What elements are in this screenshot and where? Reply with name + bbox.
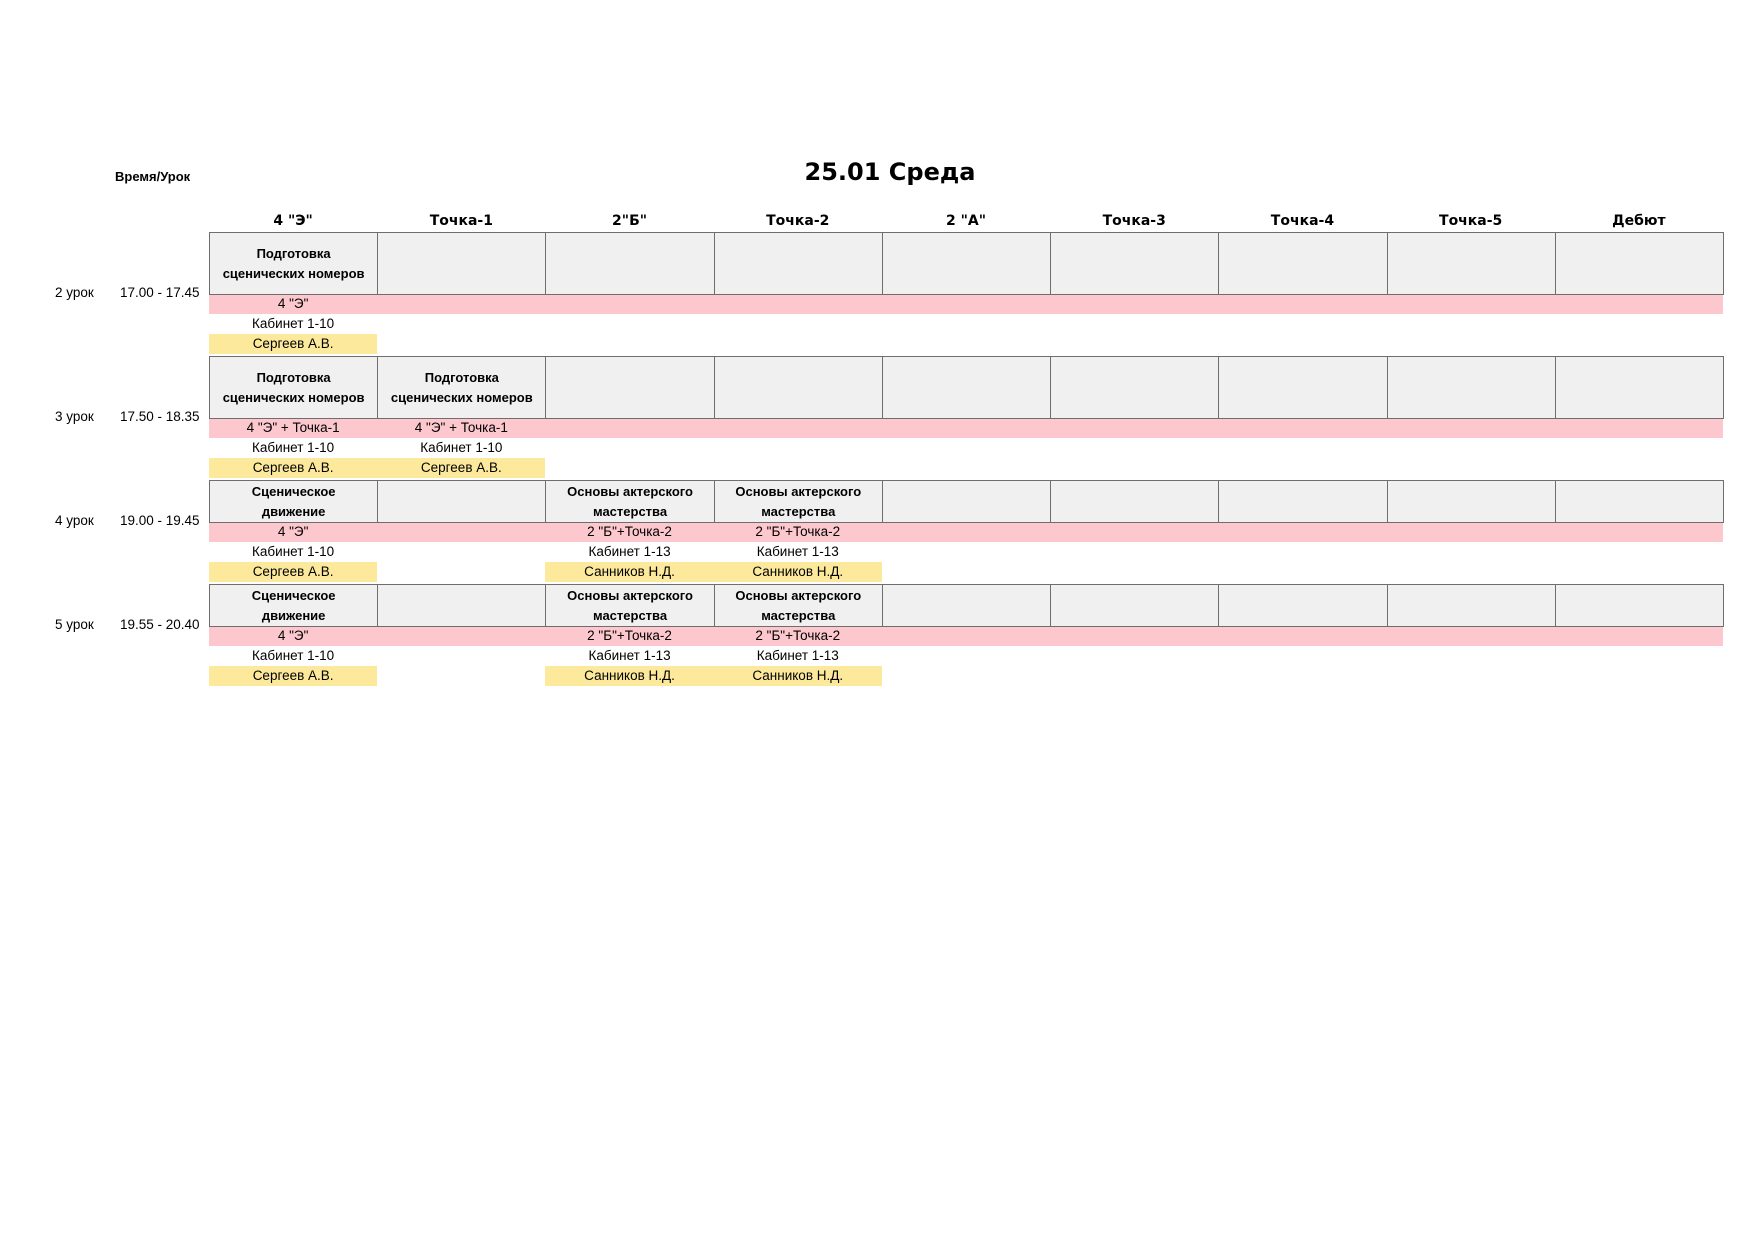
subject-cell[interactable] — [882, 480, 1051, 523]
teacher-name: Сергеев А.В. — [209, 334, 377, 354]
subject-cell[interactable] — [714, 584, 883, 627]
group-name: 4 "Э" — [277, 628, 309, 643]
teacher-name: Санников Н.Д. — [545, 562, 713, 582]
subject-cell[interactable] — [714, 480, 883, 523]
column-header: 4 "Э" — [273, 213, 313, 229]
subject-cell[interactable] — [714, 232, 883, 295]
subject-cell[interactable] — [1050, 356, 1219, 419]
subject-cell[interactable] — [1555, 480, 1724, 523]
subject-name: Сценическое движение — [251, 483, 336, 519]
room-name: Кабинет 1-13 — [756, 648, 839, 663]
subject-cell[interactable] — [377, 356, 546, 419]
subject-cell[interactable] — [1555, 584, 1724, 627]
subject-name: Основы актерского мастерства — [567, 483, 693, 519]
teacher-name: Санников Н.Д. — [545, 666, 713, 686]
subject-cell[interactable] — [1555, 356, 1724, 419]
subject-cell[interactable] — [545, 480, 714, 523]
teacher-name: Санников Н.Д. — [714, 666, 882, 686]
subject-cell[interactable] — [209, 480, 378, 523]
room-name: Кабинет 1-13 — [588, 648, 671, 663]
subject-name: Подготовка сценических номеров — [390, 369, 533, 405]
subject-cell[interactable] — [1218, 480, 1387, 523]
teacher-name: Сергеев А.В. — [209, 666, 377, 686]
subject-name: Подготовка сценических номеров — [222, 369, 365, 405]
column-header: 2 "А" — [945, 213, 986, 229]
group-band — [209, 522, 1723, 542]
room-name: Кабинет 1-10 — [252, 544, 335, 559]
subject-cell[interactable] — [1218, 356, 1387, 419]
subject-cell[interactable] — [545, 584, 714, 627]
subject-cell[interactable] — [545, 232, 714, 295]
subject-cell[interactable] — [1218, 584, 1387, 627]
room-name: Кабинет 1-10 — [420, 440, 503, 455]
subject-cell[interactable] — [882, 356, 1051, 419]
column-header: Точка-1 — [429, 213, 493, 229]
room-name: Кабинет 1-10 — [252, 440, 335, 455]
lesson-label: 4 урок — [55, 513, 94, 528]
lesson-label: 3 урок — [55, 409, 94, 424]
column-header: Точка-5 — [1439, 213, 1503, 229]
subject-cell[interactable] — [1387, 480, 1556, 523]
time-lesson-header: Время/Урок — [115, 169, 191, 184]
subject-cell[interactable] — [1555, 232, 1724, 295]
group-name: 2 "Б"+Точка-2 — [587, 628, 672, 643]
room-name: Кабинет 1-13 — [756, 544, 839, 559]
lesson-label: 5 урок — [55, 617, 94, 632]
subject-name: Основы актерского мастерства — [567, 587, 693, 623]
subject-cell[interactable] — [714, 356, 883, 419]
subject-cell[interactable] — [1050, 584, 1219, 627]
subject-name: Сценическое движение — [251, 587, 336, 623]
teacher-name: Санников Н.Д. — [714, 562, 882, 582]
subject-cell[interactable] — [209, 356, 378, 419]
group-name: 2 "Б"+Точка-2 — [587, 524, 672, 539]
column-header: Точка-3 — [1102, 213, 1166, 229]
subject-name: Основы актерского мастерства — [735, 483, 862, 519]
page-title: 25.01 Среда — [804, 158, 976, 186]
column-header: Дебют — [1612, 213, 1666, 229]
room-name: Кабинет 1-10 — [252, 648, 335, 663]
group-name: 2 "Б"+Точка-2 — [755, 628, 841, 643]
column-header: Точка-4 — [1270, 213, 1335, 229]
lesson-time: 17.50 - 18.35 — [120, 409, 200, 424]
subject-cell[interactable] — [377, 232, 546, 295]
group-name: 4 "Э" + Точка-1 — [414, 420, 508, 435]
subject-cell[interactable] — [1050, 232, 1219, 295]
group-name: 2 "Б"+Точка-2 — [755, 524, 841, 539]
group-band — [209, 626, 1723, 646]
subject-cell[interactable] — [209, 232, 378, 295]
subject-cell[interactable] — [1218, 232, 1387, 295]
group-name: 4 "Э" — [277, 524, 309, 539]
teacher-name: Сергеев А.В. — [209, 562, 377, 582]
subject-cell[interactable] — [1387, 584, 1556, 627]
group-name: 4 "Э" — [277, 296, 309, 311]
room-name: Кабинет 1-13 — [588, 544, 671, 559]
teacher-name: Сергеев А.В. — [209, 458, 377, 478]
subject-cell[interactable] — [1387, 356, 1556, 419]
subject-cell[interactable] — [882, 232, 1051, 295]
subject-cell[interactable] — [545, 356, 714, 419]
subject-cell[interactable] — [1050, 480, 1219, 523]
lesson-time: 19.55 - 20.40 — [120, 617, 200, 632]
lesson-time: 19.00 - 19.45 — [120, 513, 200, 528]
subject-name: Подготовка сценических номеров — [222, 245, 365, 281]
group-band — [209, 294, 1723, 314]
subject-cell[interactable] — [209, 584, 378, 627]
column-header: 2"Б" — [612, 213, 648, 229]
group-name: 4 "Э" + Точка-1 — [246, 420, 340, 435]
teacher-name: Сергеев А.В. — [377, 458, 545, 478]
room-name: Кабинет 1-10 — [252, 316, 335, 331]
subject-cell[interactable] — [377, 480, 546, 523]
lesson-label: 2 урок — [55, 285, 94, 300]
column-header: Точка-2 — [766, 213, 830, 229]
subject-cell[interactable] — [882, 584, 1051, 627]
subject-cell[interactable] — [377, 584, 546, 627]
subject-cell[interactable] — [1387, 232, 1556, 295]
lesson-time: 17.00 - 17.45 — [120, 285, 200, 300]
subject-name: Основы актерского мастерства — [735, 587, 862, 623]
